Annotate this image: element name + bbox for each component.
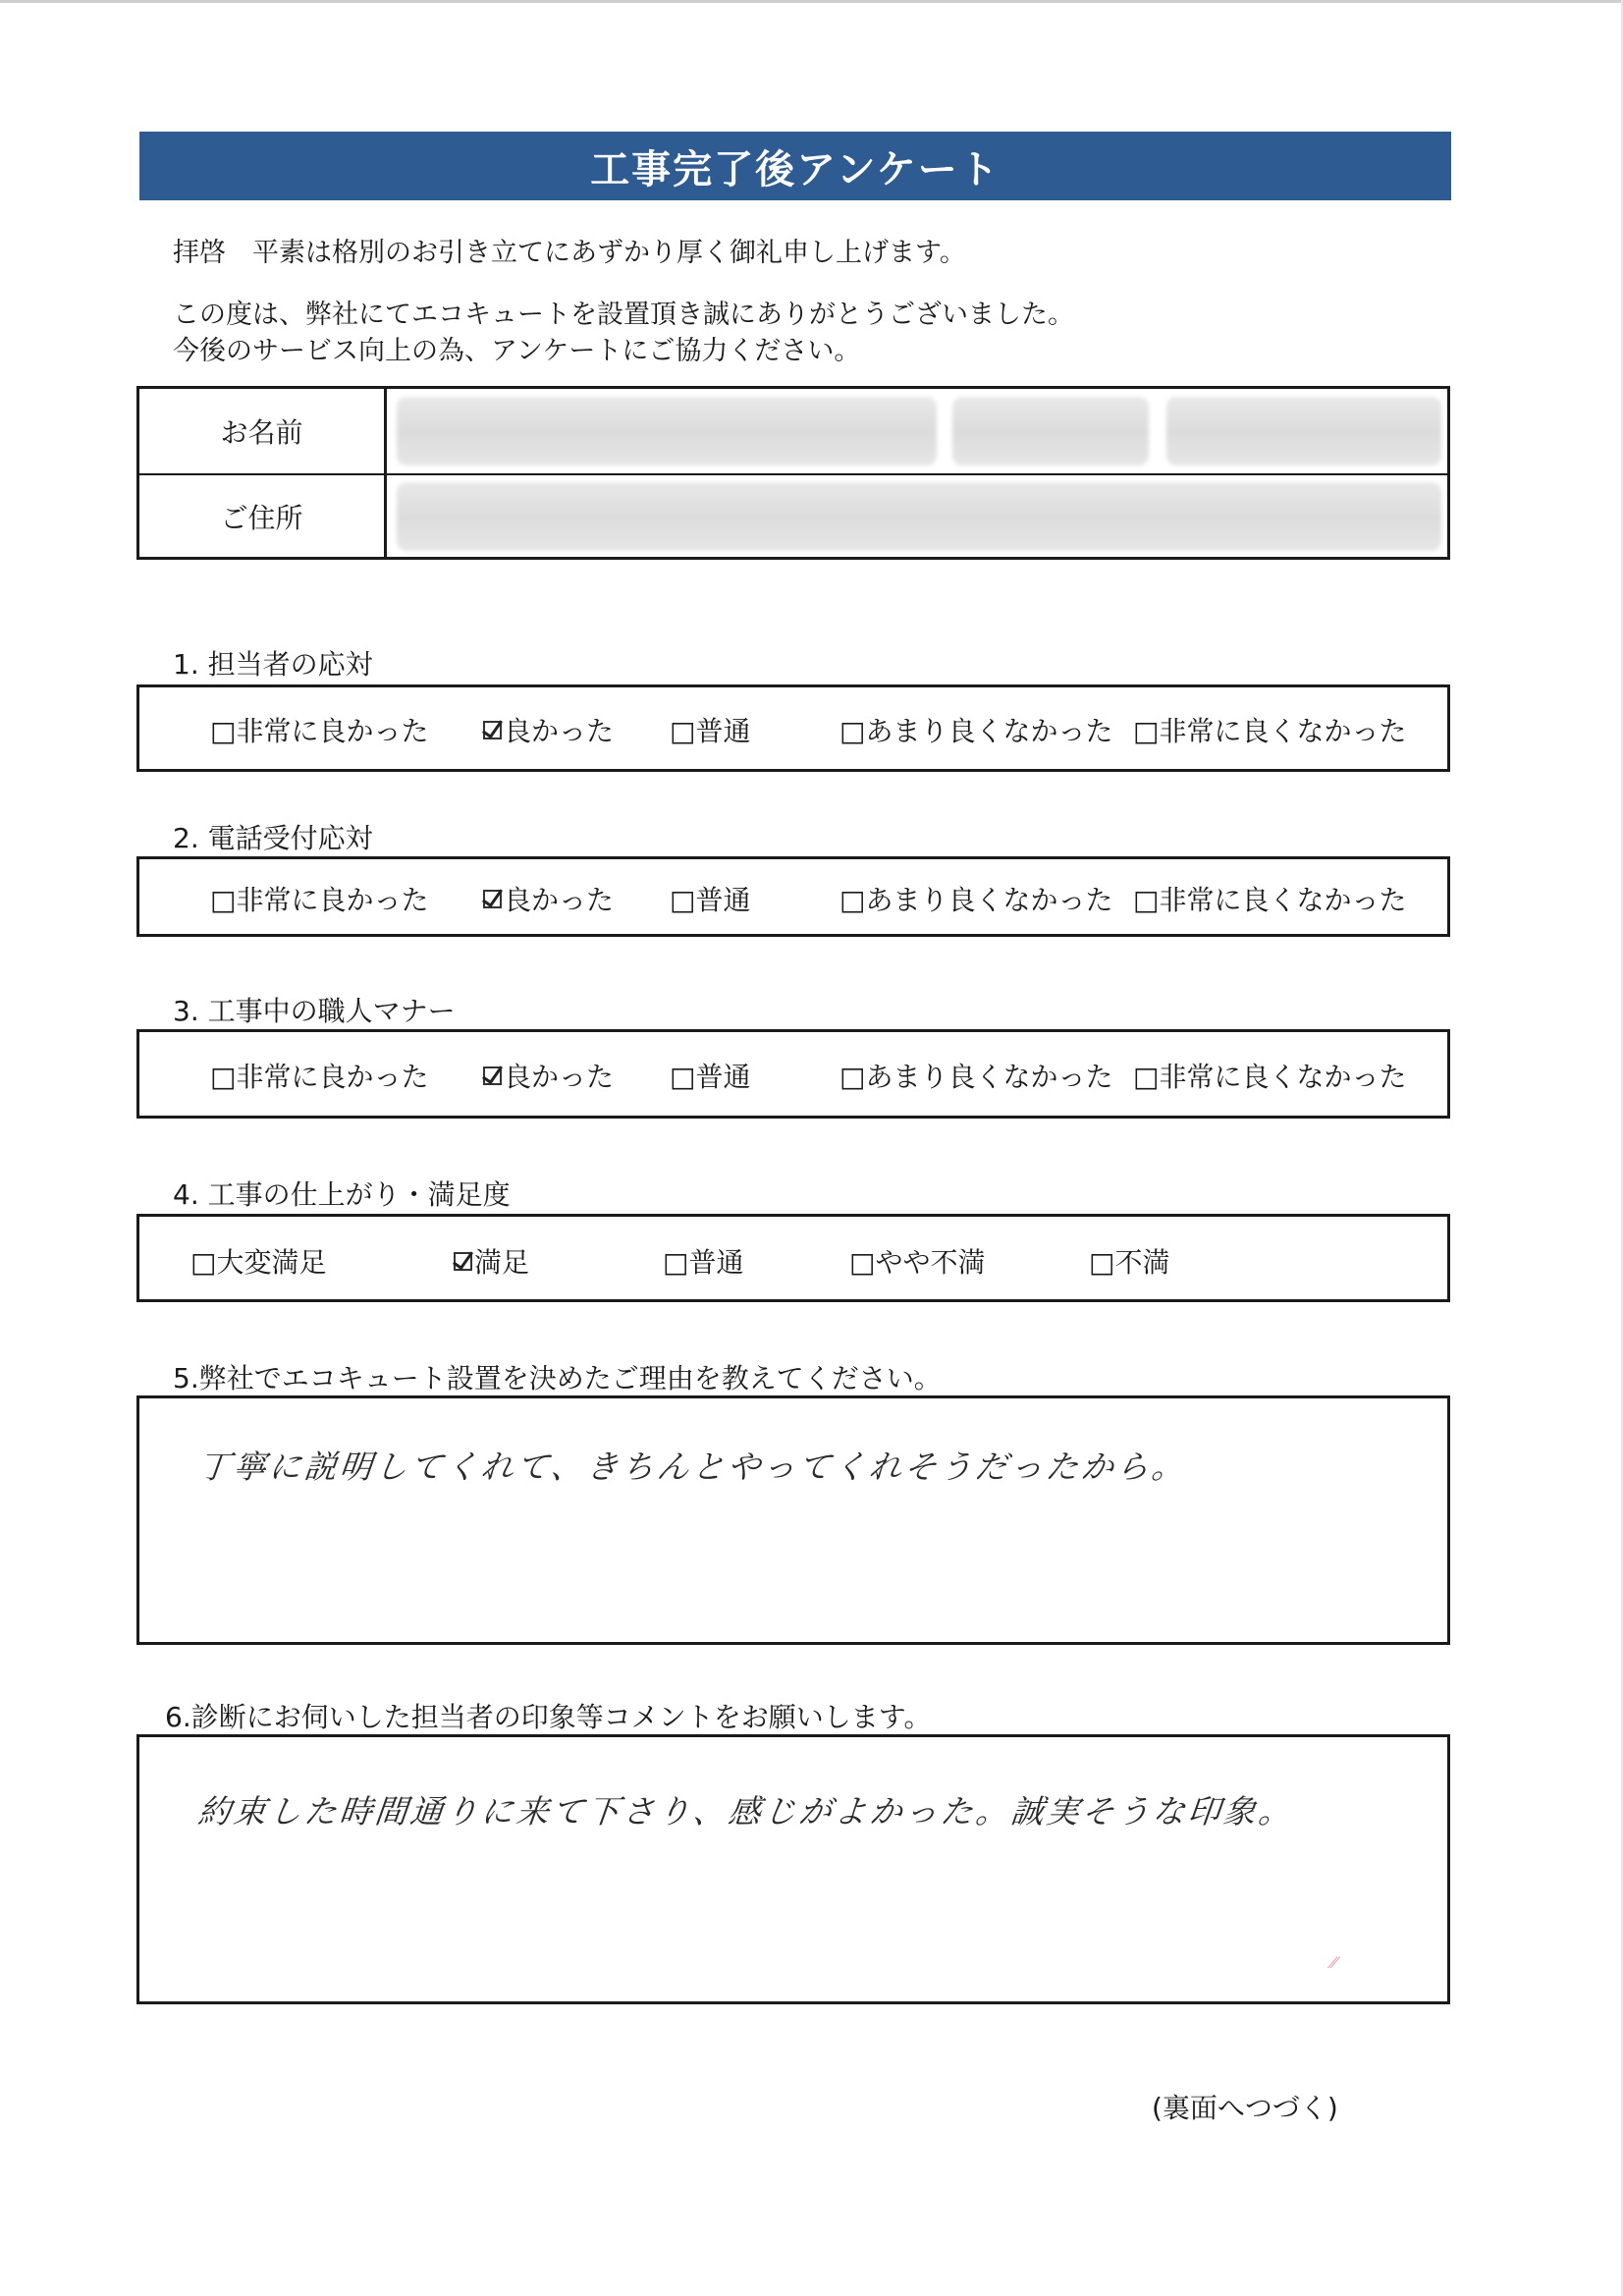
scan-top-edge bbox=[0, 0, 1623, 3]
q2-option-good[interactable] bbox=[483, 879, 614, 918]
redacted-date bbox=[1166, 397, 1441, 465]
q1-option-average[interactable]: □普通 bbox=[670, 715, 751, 747]
q3-option-good-label: 良かった bbox=[504, 1061, 615, 1093]
q4-label: 4. 工事の仕上がり・満足度 bbox=[173, 1178, 511, 1211]
q4-option-dissatisfied[interactable]: □不満 bbox=[1089, 1246, 1170, 1279]
q6-handwritten-answer: 約束した時間通りに来て下さり、感じがよかった。誠実そうな印象。 bbox=[195, 1792, 1296, 1831]
q6-answer-box[interactable] bbox=[136, 1734, 1450, 2004]
intro-thanks: この度は、弊社にてエコキュートを設置頂き誠にありがとうございました。 bbox=[173, 300, 1074, 330]
customer-info-table bbox=[136, 386, 1450, 560]
redacted-address bbox=[397, 482, 1441, 551]
redacted-furigana bbox=[952, 397, 1149, 465]
name-row bbox=[139, 389, 1447, 475]
q2-option-average[interactable]: □普通 bbox=[670, 884, 751, 916]
q4-option-satisfied-label: 満足 bbox=[474, 1246, 530, 1279]
q3-option-very-bad[interactable]: □非常に良くなかった bbox=[1133, 1061, 1407, 1093]
checkbox-checked-icon bbox=[483, 890, 502, 908]
q1-option-good-label: 良かった bbox=[504, 715, 615, 747]
checkbox-checked-icon bbox=[454, 1252, 472, 1271]
q1-options-box bbox=[136, 684, 1450, 772]
pink-mark-stamp: ⁄⁄ bbox=[1331, 1953, 1337, 1972]
address-row bbox=[139, 474, 1447, 559]
q1-label: 1. 担当者の応対 bbox=[173, 648, 373, 681]
q4-options-box bbox=[136, 1214, 1450, 1302]
survey-title: 工事完了後アンケート bbox=[139, 132, 1451, 200]
address-label: ご住所 bbox=[139, 474, 387, 559]
q3-label: 3. 工事中の職人マナー bbox=[173, 995, 456, 1027]
q2-option-good-label: 良かった bbox=[504, 884, 615, 916]
q5-answer-box[interactable] bbox=[136, 1395, 1450, 1645]
intro-greeting: 拝啓 平素は格別のお引き立てにあずかり厚く御礼申し上げます。 bbox=[173, 238, 966, 268]
q3-options-box bbox=[136, 1029, 1450, 1119]
name-label: お名前 bbox=[139, 389, 387, 473]
q3-option-average[interactable]: □普通 bbox=[670, 1061, 751, 1093]
q4-option-somewhat-dissatisfied[interactable]: □やや不満 bbox=[849, 1246, 986, 1279]
q2-options-box bbox=[136, 856, 1450, 937]
checkbox-checked-icon bbox=[483, 721, 502, 739]
q6-label: 6.診断にお伺いした担当者の印象等コメントをお願いします。 bbox=[165, 1701, 932, 1733]
redacted-name bbox=[397, 397, 937, 465]
q5-label: 5.弊社でエコキュート設置を決めたご理由を教えてください。 bbox=[173, 1362, 942, 1394]
q2-label: 2. 電話受付応対 bbox=[173, 822, 373, 854]
q1-option-very-good[interactable]: □非常に良かった bbox=[210, 715, 429, 747]
q1-option-very-bad[interactable]: □非常に良くなかった bbox=[1133, 715, 1407, 747]
q5-handwritten-answer: 丁寧に説明してくれて、きちんとやってくれそうだったから。 bbox=[195, 1448, 1190, 1486]
q3-option-not-good[interactable]: □あまり良くなかった bbox=[839, 1061, 1113, 1093]
q1-option-good[interactable] bbox=[483, 710, 614, 749]
q4-option-satisfied[interactable] bbox=[454, 1241, 529, 1281]
q4-option-very-satisfied[interactable]: □大変満足 bbox=[190, 1246, 327, 1279]
q4-option-average[interactable]: □普通 bbox=[663, 1246, 744, 1279]
q2-option-very-good[interactable]: □非常に良かった bbox=[210, 884, 429, 916]
checkbox-checked-icon bbox=[483, 1066, 502, 1085]
intro-request: 今後のサービス向上の為、アンケートにご協力ください。 bbox=[173, 336, 861, 366]
q2-option-very-bad[interactable]: □非常に良くなかった bbox=[1133, 884, 1407, 916]
q3-option-good[interactable] bbox=[483, 1056, 614, 1095]
q3-option-very-good[interactable]: □非常に良かった bbox=[210, 1061, 429, 1093]
continue-on-back-note: (裏面へつづく) bbox=[1152, 2092, 1338, 2124]
q2-option-not-good[interactable]: □あまり良くなかった bbox=[839, 884, 1113, 916]
q1-option-not-good[interactable]: □あまり良くなかった bbox=[839, 715, 1113, 747]
